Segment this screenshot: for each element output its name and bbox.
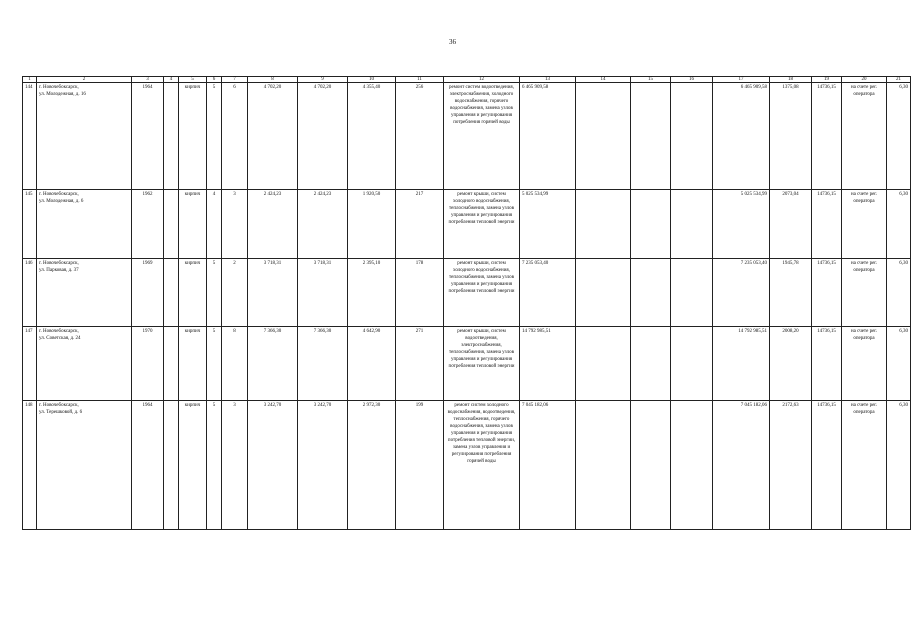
cell-c15 xyxy=(631,83,671,190)
column-header: 13 xyxy=(520,77,576,83)
cell-c16 xyxy=(671,259,713,327)
cell-address: г. Новочебоксарск, ул. Парковая, д. 37 xyxy=(37,259,132,327)
cell-c15 xyxy=(631,401,671,530)
cell-area-total: 7 366,30 xyxy=(248,327,298,401)
cell-residents: 271 xyxy=(396,327,444,401)
cell-cost-owners: 14 792 985,51 xyxy=(713,327,770,401)
cell-c4 xyxy=(164,259,179,327)
cell-year: 1964 xyxy=(132,83,164,190)
cell-term: 6,30 xyxy=(887,83,911,190)
cell-entrances: 8 xyxy=(222,327,248,401)
cell-cost-total: 6 465 909,58 xyxy=(520,83,576,190)
cell-term: 6,30 xyxy=(887,190,911,259)
cell-c16 xyxy=(671,83,713,190)
cell-material: кирпич xyxy=(179,259,207,327)
cell-cost-total: 7 235 053,40 xyxy=(520,259,576,327)
column-header: 16 xyxy=(671,77,713,83)
cell-limit-cost: 14736,15 xyxy=(812,259,842,327)
cell-num: 148 xyxy=(23,401,37,530)
cell-method: на счете рег. оператора xyxy=(842,190,887,259)
cell-entrances: 2 xyxy=(222,259,248,327)
column-header: 11 xyxy=(396,77,444,83)
cell-c16 xyxy=(671,327,713,401)
cell-cost-per-m2: 1945,78 xyxy=(770,259,812,327)
page-number: 36 xyxy=(449,38,456,46)
cell-c15 xyxy=(631,259,671,327)
cell-floors: 5 xyxy=(207,327,222,401)
cell-limit-cost: 14736,15 xyxy=(812,83,842,190)
table-row xyxy=(23,190,911,259)
cell-address: г. Новочебоксарск, ул. Молодежная, д. 6 xyxy=(37,190,132,259)
cell-cost-total: 14 792 985,51 xyxy=(520,327,576,401)
cell-area-total: 3 718,31 xyxy=(248,259,298,327)
cell-entrances: 6 xyxy=(222,83,248,190)
cell-residents: 217 xyxy=(396,190,444,259)
cell-cost-per-m2: 2172,63 xyxy=(770,401,812,530)
column-header: 12 xyxy=(444,77,520,83)
column-header: 4 xyxy=(164,77,179,83)
cell-c15 xyxy=(631,327,671,401)
column-header: 21 xyxy=(887,77,911,83)
cell-year: 1964 xyxy=(132,401,164,530)
cell-c4 xyxy=(164,83,179,190)
cell-cost-owners: 7 045 182,06 xyxy=(713,401,770,530)
data-table xyxy=(22,76,911,530)
column-header: 20 xyxy=(842,77,887,83)
column-header: 2 xyxy=(37,77,132,83)
cell-area-living: 3 718,31 xyxy=(298,259,348,327)
cell-num: 145 xyxy=(23,190,37,259)
cell-area-res: 2 972,30 xyxy=(348,401,396,530)
cell-cost-per-m2: 2073,04 xyxy=(770,190,812,259)
cell-limit-cost: 14736,15 xyxy=(812,190,842,259)
table-row xyxy=(23,83,911,190)
cell-method: на счете рег. оператора xyxy=(842,259,887,327)
cell-num: 146 xyxy=(23,259,37,327)
table-row xyxy=(23,259,911,327)
column-header: 9 xyxy=(298,77,348,83)
cell-address: г. Новочебоксарск, ул. Молодежная, д. 16 xyxy=(37,83,132,190)
cell-works: ремонт крыши, систем холодного водоснабжения, теплоснабжения, замена узлов управления и регулирования потребления тепловой энергии xyxy=(444,259,520,327)
table-body xyxy=(23,83,911,530)
cell-entrances: 3 xyxy=(222,190,248,259)
cell-year: 1969 xyxy=(132,259,164,327)
cell-c14 xyxy=(576,83,631,190)
cell-entrances: 3 xyxy=(222,401,248,530)
column-header: 17 xyxy=(713,77,770,83)
cell-address: г. Новочебоксарск, ул. Советская, д. 24 xyxy=(37,327,132,401)
column-header: 5 xyxy=(179,77,207,83)
cell-term: 6,30 xyxy=(887,259,911,327)
cell-area-living: 2 424,23 xyxy=(298,190,348,259)
cell-method: на счете рег. оператора xyxy=(842,401,887,530)
column-header: 18 xyxy=(770,77,812,83)
cell-area-res: 2 395,10 xyxy=(348,259,396,327)
cell-works: ремонт систем холодного водоснабжения, водоотведения, теплоснабжения, горячего водоснабжения, замена узлов управления и регулирования потребления тепловой энергии, замена узлов управления и регулирования потребления горячей воды xyxy=(444,401,520,530)
cell-area-total: 4 702,20 xyxy=(248,83,298,190)
column-header: 19 xyxy=(812,77,842,83)
column-header: 6 xyxy=(207,77,222,83)
cell-c14 xyxy=(576,259,631,327)
cell-c4 xyxy=(164,190,179,259)
cell-cost-total: 5 025 534,99 xyxy=(520,190,576,259)
cell-year: 1962 xyxy=(132,190,164,259)
table-row xyxy=(23,401,911,530)
cell-limit-cost: 14736,15 xyxy=(812,401,842,530)
cell-c16 xyxy=(671,190,713,259)
cell-residents: 256 xyxy=(396,83,444,190)
cell-limit-cost: 14736,15 xyxy=(812,327,842,401)
cell-area-total: 3 242,70 xyxy=(248,401,298,530)
cell-c4 xyxy=(164,401,179,530)
cell-c4 xyxy=(164,327,179,401)
column-header: 14 xyxy=(576,77,631,83)
cell-area-res: 1 920,50 xyxy=(348,190,396,259)
cell-cost-owners: 5 025 534,99 xyxy=(713,190,770,259)
cell-residents: 178 xyxy=(396,259,444,327)
cell-area-res: 4 355,40 xyxy=(348,83,396,190)
column-header: 15 xyxy=(631,77,671,83)
cell-material: кирпич xyxy=(179,83,207,190)
cell-floors: 5 xyxy=(207,259,222,327)
cell-cost-owners: 6 465 909,58 xyxy=(713,83,770,190)
cell-c16 xyxy=(671,401,713,530)
cell-term: 6,30 xyxy=(887,327,911,401)
cell-cost-per-m2: 2008,20 xyxy=(770,327,812,401)
column-header: 3 xyxy=(132,77,164,83)
cell-floors: 5 xyxy=(207,401,222,530)
cell-method: на счете рег. оператора xyxy=(842,83,887,190)
cell-cost-owners: 7 235 053,40 xyxy=(713,259,770,327)
cell-c14 xyxy=(576,190,631,259)
cell-floors: 4 xyxy=(207,190,222,259)
cell-cost-total: 7 045 182,06 xyxy=(520,401,576,530)
cell-material: кирпич xyxy=(179,327,207,401)
column-header: 8 xyxy=(248,77,298,83)
cell-num: 147 xyxy=(23,327,37,401)
cell-method: на счете рег. оператора xyxy=(842,327,887,401)
cell-works: ремонт крыши, систем водоотведения, электроснабжения, теплоснабжения, замена узлов управления и регулирования потребления тепловой энергии xyxy=(444,327,520,401)
cell-material: кирпич xyxy=(179,401,207,530)
cell-area-living: 4 702,20 xyxy=(298,83,348,190)
cell-c15 xyxy=(631,190,671,259)
table-row xyxy=(23,327,911,401)
cell-works: ремонт крыши, систем холодного водоснабжения, теплоснабжения, замена узлов управления и регулирования потребления тепловой энергии xyxy=(444,190,520,259)
column-header: 1 xyxy=(23,77,37,83)
cell-area-living: 7 366,30 xyxy=(298,327,348,401)
cell-c14 xyxy=(576,401,631,530)
column-header: 10 xyxy=(348,77,396,83)
cell-area-total: 2 424,23 xyxy=(248,190,298,259)
cell-cost-per-m2: 1375,08 xyxy=(770,83,812,190)
cell-area-res: 4 642,90 xyxy=(348,327,396,401)
cell-residents: 199 xyxy=(396,401,444,530)
cell-material: кирпич xyxy=(179,190,207,259)
cell-address: г. Новочебоксарск, ул. Терешковой, д. 6 xyxy=(37,401,132,530)
cell-num: 144 xyxy=(23,83,37,190)
cell-c14 xyxy=(576,327,631,401)
cell-works: ремонт систем водоотведения, электроснабжения, холодного водоснабжения, горячего водоснабжения, замена узлов управления и регулирования потребления горячей воды xyxy=(444,83,520,190)
column-header: 7 xyxy=(222,77,248,83)
cell-term: 6,30 xyxy=(887,401,911,530)
cell-year: 1970 xyxy=(132,327,164,401)
cell-area-living: 3 242,70 xyxy=(298,401,348,530)
cell-floors: 5 xyxy=(207,83,222,190)
